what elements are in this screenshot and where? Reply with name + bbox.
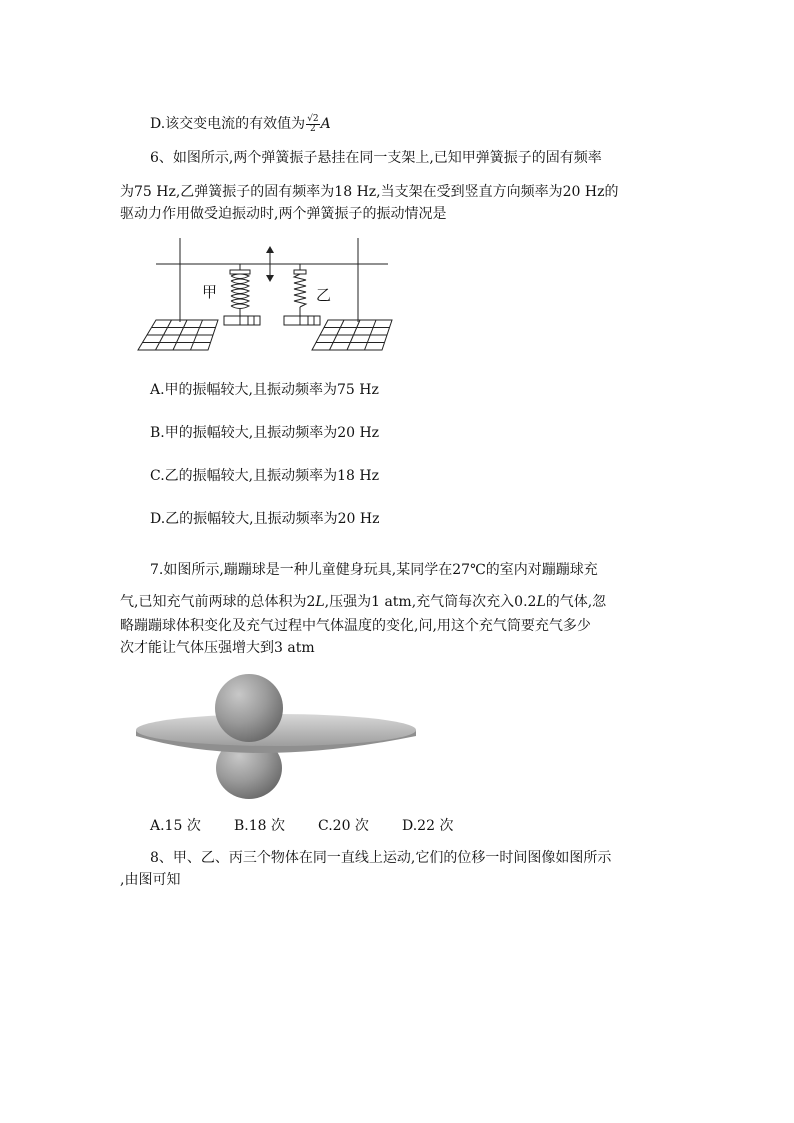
q6-option-b: B.甲的振幅较大,且振动频率为20 Hz [150,425,380,441]
q5-option-d: D.该交变电流的有效值为 $\frac{√2}{2}$ A [150,113,331,134]
spring-oscillators-figure [134,232,394,354]
q8-stem-line1: 8、甲、乙、丙三个物体在同一直线上运动,它们的位移一时间图像如图所示 [150,850,612,866]
q7-stem-line1: 7.如图所示,蹦蹦球是一种儿童健身玩具,某同学在27℃的室内对蹦蹦球充 [150,562,598,578]
figure-label-yi: 乙 [316,286,332,304]
q6-stem-line1: 6、如图所示,两个弹簧振子悬挂在同一支架上,已知甲弹簧振子的固有频率 [150,150,602,166]
q6-stem-line2: 为75 Hz,乙弹簧振子的固有频率为18 Hz,当支架在受到竖直方向频率为20 Hz的 [120,184,619,200]
q7-stem-line4: 次才能让气体压强增大到3 atm [120,640,315,656]
bouncing-ball-figure [132,672,418,804]
figure-label-jia: 甲 [202,283,218,301]
q6-stem-line3: 驱动力作用做受迫振动时,两个弹簧振子的振动情况是 [120,206,447,222]
q6-option-c: C.乙的振幅较大,且振动频率为18 Hz [150,468,379,484]
sqrt2-over-2: $\frac{√2}{2}$ [307,113,319,134]
q6-option-a: A.甲的振幅较大,且振动频率为75 Hz [150,382,379,398]
q7-option-a: A.15 次 [150,818,201,834]
q8-stem-line2: ,由图可知 [120,872,181,888]
q6-option-d: D.乙的振幅较大,且振动频率为20 Hz [150,511,380,527]
q7-option-b: B.18 次 [234,818,286,834]
q7-option-c: C.20 次 [318,818,369,834]
q7-stem-line2: 气,已知充气前两球的总体积为2L,压强为1 atm,充气筒每次充入0.2L的气体,忽 [120,594,607,610]
q7-stem-line3: 略蹦蹦球体积变化及充气过程中气体温度的变化,问,用这个充气筒要充气多少 [120,618,591,634]
q7-options-row [150,816,453,836]
q7-option-d: D.22 次 [402,818,454,834]
